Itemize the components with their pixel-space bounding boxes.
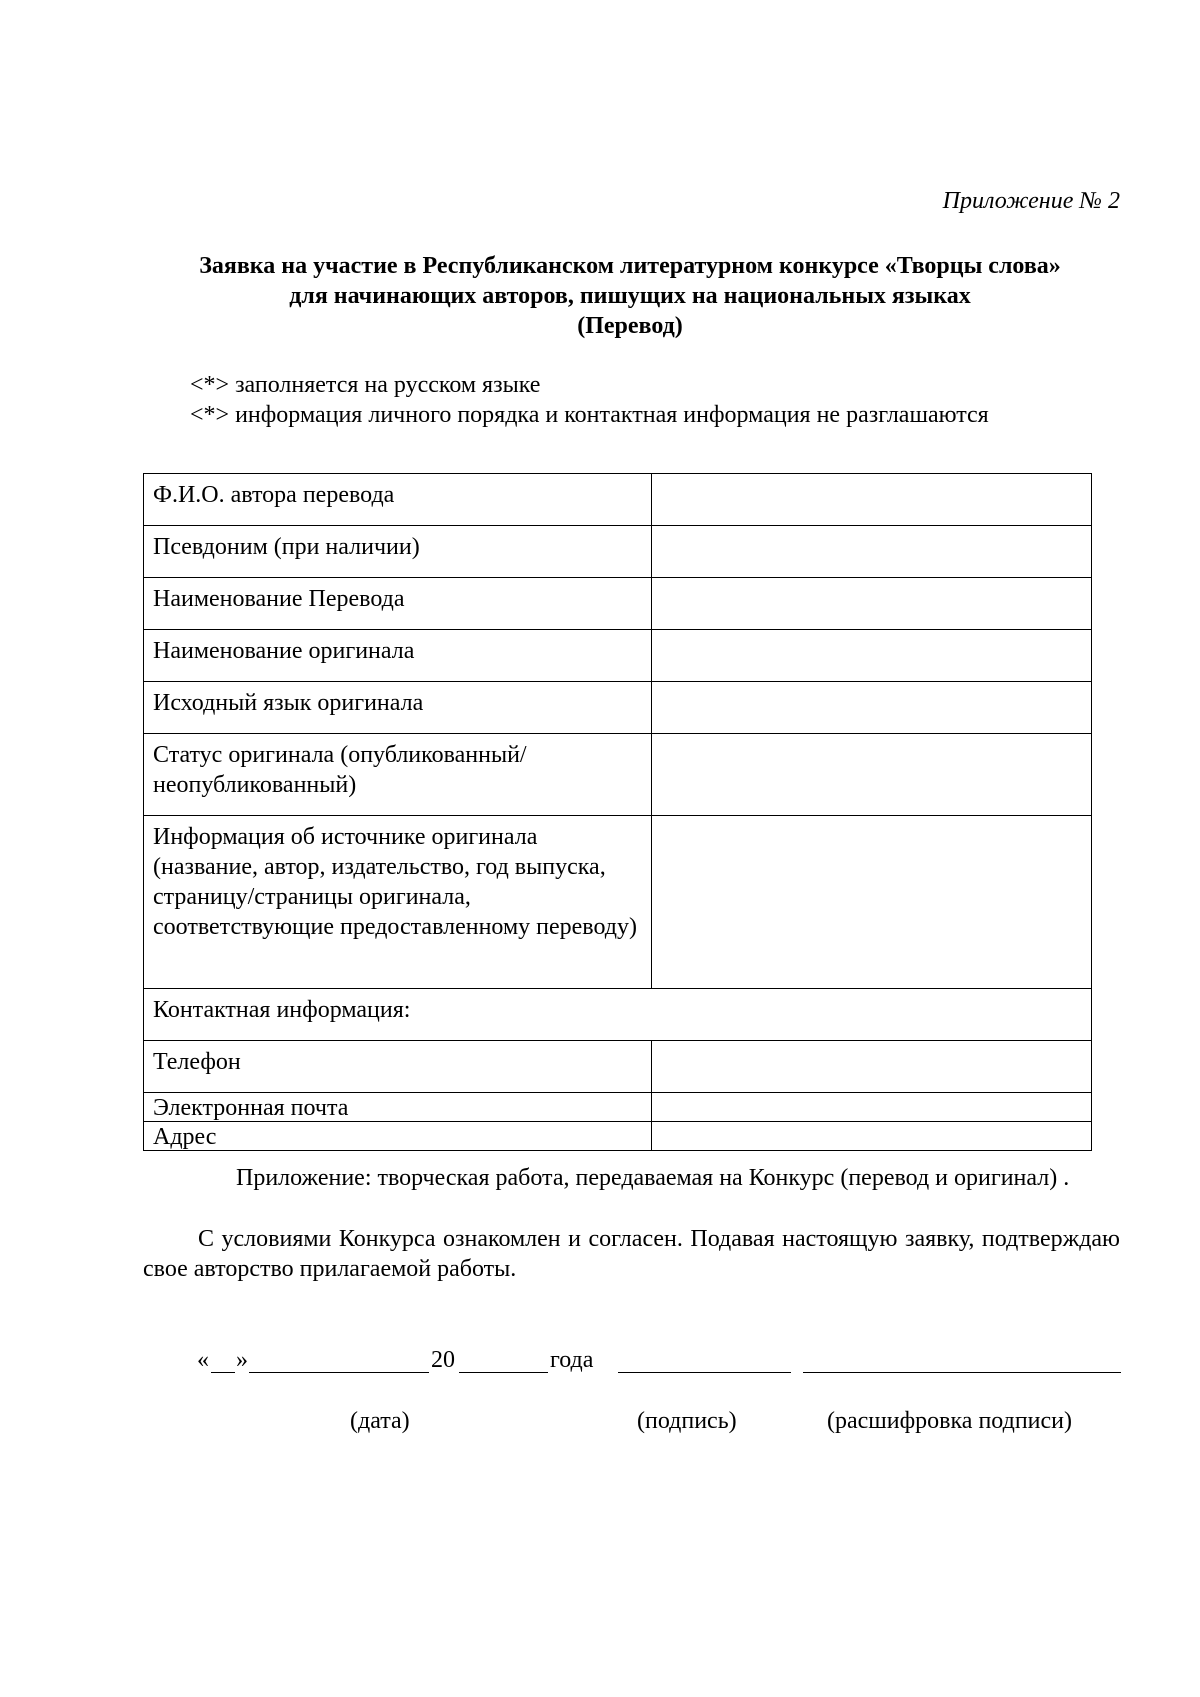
- table-row: [144, 682, 1092, 734]
- date-signature-line: [197, 1345, 1122, 1375]
- year-prefix: 20: [431, 1347, 455, 1373]
- field-value-translation-title[interactable]: [652, 578, 1092, 630]
- field-value-author-name[interactable]: [652, 474, 1092, 526]
- note-privacy: <*> информация личного порядка и контактная информация не разглашаются: [190, 402, 989, 428]
- field-label-original-status: Статус оригинала (опубликованный/ неопубликованный): [144, 734, 652, 816]
- field-label-address: Адрес: [144, 1122, 652, 1151]
- table-row: [144, 630, 1092, 682]
- title-line-3: (Перевод): [577, 313, 683, 339]
- fill-notes: [190, 370, 1130, 430]
- year-suffix: года: [550, 1347, 594, 1373]
- table-row: [144, 1093, 1092, 1122]
- consent-paragraph: С условиями Конкурса ознакомлен и согласен. Подавая настоящую заявку, подтверждаю свое авторство прилагаемой работы.: [143, 1226, 1120, 1282]
- document-title: [130, 251, 1130, 341]
- table-row: [144, 526, 1092, 578]
- field-label-original-title: Наименование оригинала: [144, 630, 652, 682]
- field-value-address[interactable]: [652, 1122, 1092, 1151]
- field-label-original-source: Информация об источнике оригинала (название, автор, издательство, год выпуска, страницу/страницы оригинала, соответствующие предоставленному переводу): [144, 816, 652, 989]
- month-blank[interactable]: [249, 1372, 429, 1373]
- field-label-email: Электронная почта: [144, 1093, 652, 1122]
- quote-close: »: [236, 1347, 248, 1373]
- note-language: <*> заполняется на русском языке: [190, 372, 541, 398]
- table-row: [144, 578, 1092, 630]
- date-caption: (дата): [350, 1408, 410, 1434]
- table-row: [144, 474, 1092, 526]
- signature-caption: (подпись): [637, 1408, 737, 1434]
- appendix-label: Приложение № 2: [942, 188, 1120, 214]
- day-blank[interactable]: [211, 1372, 235, 1373]
- quote-open: «: [197, 1347, 209, 1373]
- field-value-original-status[interactable]: [652, 734, 1092, 816]
- year-blank[interactable]: [459, 1372, 548, 1373]
- table-row: [144, 989, 1092, 1041]
- field-value-original-title[interactable]: [652, 630, 1092, 682]
- signature-decryption-blank[interactable]: [803, 1372, 1121, 1373]
- field-value-original-source[interactable]: [652, 816, 1092, 989]
- field-label-phone: Телефон: [144, 1041, 652, 1093]
- table-row: [144, 816, 1092, 989]
- attachment-paragraph: Приложение: творческая работа, передаваемая на Конкурс (перевод и оригинал) .: [236, 1165, 1070, 1191]
- field-label-pseudonym: Псевдоним (при наличии): [144, 526, 652, 578]
- title-line-2: для начинающих авторов, пишущих на национальных языках: [289, 283, 971, 309]
- table-row: [144, 1041, 1092, 1093]
- table-row: [144, 1122, 1092, 1151]
- field-value-pseudonym[interactable]: [652, 526, 1092, 578]
- signature-blank[interactable]: [618, 1372, 791, 1373]
- contact-info-header: Контактная информация:: [144, 989, 1092, 1041]
- field-label-source-language: Исходный язык оригинала: [144, 682, 652, 734]
- field-value-source-language[interactable]: [652, 682, 1092, 734]
- field-label-translation-title: Наименование Перевода: [144, 578, 652, 630]
- table-row: [144, 734, 1092, 816]
- application-table: [143, 473, 1092, 1151]
- title-line-1: Заявка на участие в Республиканском литературном конкурсе «Творцы слова»: [199, 253, 1061, 279]
- field-value-email[interactable]: [652, 1093, 1092, 1122]
- decryption-caption: (расшифровка подписи): [827, 1408, 1072, 1434]
- field-value-phone[interactable]: [652, 1041, 1092, 1093]
- field-label-author-name: Ф.И.О. автора перевода: [144, 474, 652, 526]
